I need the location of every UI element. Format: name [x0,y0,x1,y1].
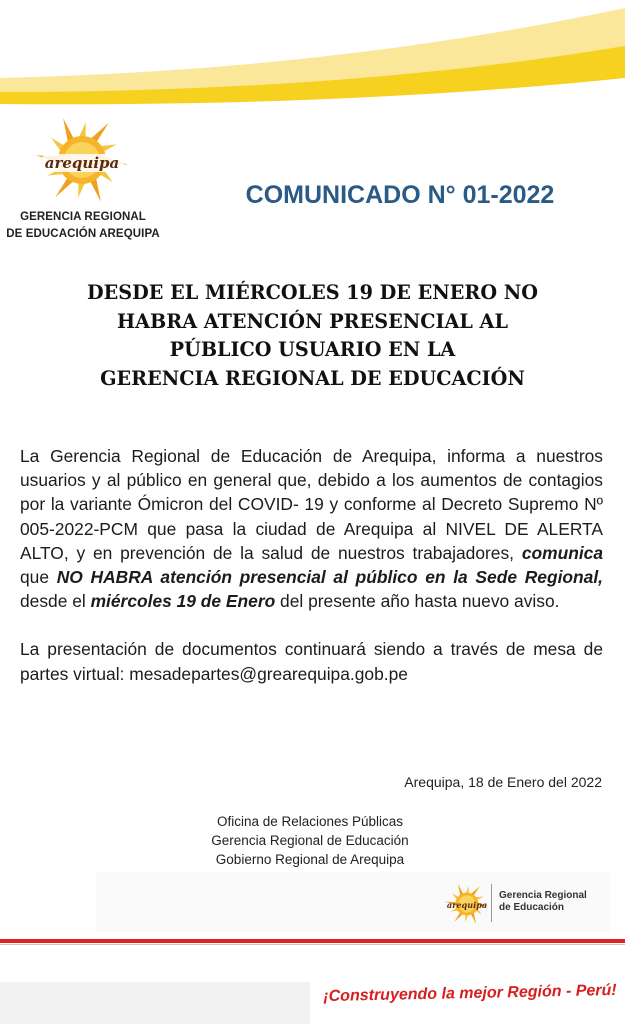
footer-red-rule [0,939,625,943]
body-p1-date: miércoles 19 de Enero [90,591,276,612]
logo-wordmark: arequipa [44,154,120,172]
org-name-line1: GERENCIA REGIONAL [20,211,146,223]
footer-gray-rule [0,944,625,945]
arequipa-sun-logo [30,112,134,204]
headline-line3: PÚBLICO USUARIO EN LA [169,338,456,361]
body-p1-que: que [20,567,57,588]
signoff-gerencia: Gerencia Regional de Educación [211,833,409,848]
body-p1-end: del presente año hasta nuevo aviso. [275,591,560,612]
sun-ray [465,914,468,922]
org-name-line2: DE EDUCACIÓN AREQUIPA [6,228,160,240]
headline-line1: DESDE EL MIÉRCOLES 19 DE ENERO NO [87,281,538,304]
body-text [20,444,603,686]
body-p1-text: La Gerencia Regional de Educación de Arequipa, informa a nuestros usuarios y al público en general que, debido a los aumentos de contagios por la variante Ómicron del COVID- 19 y conforme al Decreto Supremo Nº 005-2022-PCM que pasa la ciudad de Arequipa al NIVEL DE ALERTA ALTO, y en prevención de la salud de nuestros trabajadores, [20,446,603,563]
communique-title: COMUNICADO N° 01-2022 [245,181,555,209]
body-p1-desde: desde el [20,591,91,612]
footer-logo-wordmark: arequipa [446,899,488,910]
headline-line2: HABRA ATENCIÓN PRESENCIAL AL [117,309,508,333]
footer-sun-logo [442,881,492,925]
footer-logo-line2: de Educación [499,902,565,913]
header-yellow-band [0,0,625,130]
signoff [160,812,460,869]
body-p1-comunica: comunica [521,542,603,563]
slogan: ¡Construyendo la mejor Región - Perú! [323,981,617,1006]
body-p1-no-habra: NO HABRA atención presencial al público en la Sede Regional, [56,567,603,588]
signoff-office: Oficina de Relaciones Públicas [216,814,404,829]
sun-ray [465,886,468,894]
signoff-gobierno: Gobierno Regional de Arequipa [215,852,405,867]
sun-ray [78,122,85,138]
footer-logo-text [499,890,609,914]
sun-ray [78,182,85,198]
footer-logo-line1: Gerencia Regional [499,890,587,901]
body-paragraph-1 [20,444,603,613]
issue-date: Arequipa, 18 de Enero del 2022 [404,774,602,790]
headline [20,279,605,393]
body-paragraph-2: La presentación de documentos continuará siendo a través de mesa de partes virtual: mesadepartes@grearequipa.gob.pe [20,639,603,684]
headline-line4: GERENCIA REGIONAL DE EDUCACIÓN [100,366,525,390]
footer-logo-divider [491,884,492,922]
